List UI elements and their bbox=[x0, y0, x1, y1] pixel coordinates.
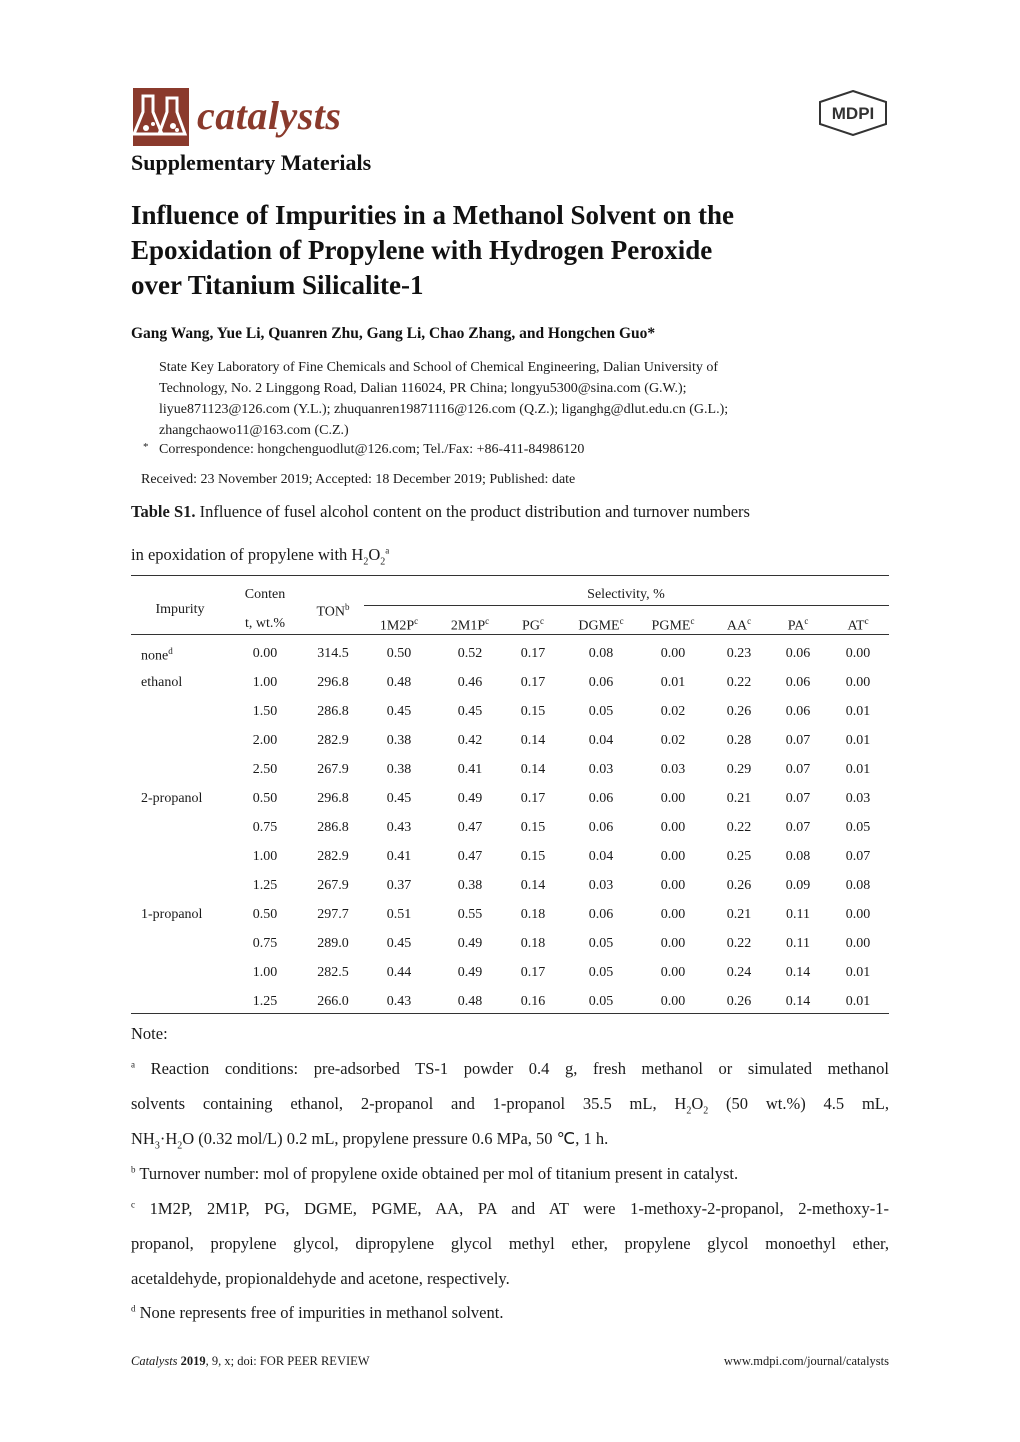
journal-name: catalysts bbox=[197, 93, 342, 138]
table-cell: 0.14 bbox=[520, 733, 546, 748]
table-cell: 0.22 bbox=[726, 820, 752, 835]
table-cell: 0.47 bbox=[457, 820, 483, 835]
title-line: Epoxidation of Propylene with Hydrogen Peroxide bbox=[131, 235, 713, 265]
table-cell: 0.38 bbox=[386, 762, 412, 777]
table-cell: 0.08 bbox=[785, 849, 811, 864]
header-bottom-rule bbox=[131, 634, 889, 635]
table-cell: 0.37 bbox=[386, 878, 412, 893]
table-cell: 0.55 bbox=[457, 907, 483, 922]
table-cell: 0.01 bbox=[660, 675, 686, 690]
header-product: $AA^c$ bbox=[726, 616, 752, 634]
affiliation-line: zhangchaowo11@163.com (C.Z.) bbox=[159, 423, 349, 438]
header-product: PGME$^c$ bbox=[651, 616, 695, 634]
table-cell: 0.00 bbox=[660, 849, 686, 864]
table-cell: 0.25 bbox=[726, 849, 752, 864]
table-cell: 0.48 bbox=[457, 994, 483, 1009]
affiliation-line: liyue871123@126.com (Y.L.); zhuquanren19871116@126.com (Q.Z.); liganghg@dlut.edu.cn (G.L.); bbox=[159, 402, 729, 417]
table-cell: 0.45 bbox=[386, 936, 412, 951]
table-cell: 0.26 bbox=[726, 878, 752, 893]
note-c-line3: acetaldehyde, propionaldehyde and acetone, respectively. bbox=[131, 1269, 510, 1288]
note-a-line2: solvents containing ethanol, 2-propanol and 1-propanol 35.5 mL, $H_2O_2$ (50 wt.%) 4.5 mL, bbox=[131, 1094, 889, 1117]
table-cell: 1.00 bbox=[252, 965, 278, 980]
table-cell: 0.14 bbox=[520, 762, 546, 777]
table-cell: 0.45 bbox=[457, 704, 483, 719]
note-b: $^b$ Turnover number: mol of propylene oxide obtained per mol of titanium present in catalyst. bbox=[131, 1164, 739, 1183]
table-cell: 0.05 bbox=[588, 704, 614, 719]
table-cell: 0.03 bbox=[845, 791, 871, 806]
table-cell: 0.05 bbox=[845, 820, 871, 835]
table-cell: 0.50 bbox=[252, 907, 278, 922]
table-cell: 0.38 bbox=[457, 878, 483, 893]
header-product: $2M1P^c$ bbox=[450, 616, 490, 634]
table-caption bbox=[131, 502, 750, 522]
table-cell: 0.45 bbox=[386, 791, 412, 806]
table-cell: 1.00 bbox=[252, 849, 278, 864]
table-cell: 0.43 bbox=[386, 994, 412, 1009]
table-cell: 0.03 bbox=[588, 878, 614, 893]
table-cell: 0.00 bbox=[660, 965, 686, 980]
table-cell: 0.04 bbox=[588, 733, 614, 748]
table-cell: 0.46 bbox=[457, 675, 483, 690]
table-cell: 0.48 bbox=[386, 675, 412, 690]
title-line: over Titanium Silicalite-1 bbox=[131, 270, 424, 300]
table-cell: 0.75 bbox=[252, 936, 278, 951]
affiliation bbox=[159, 357, 849, 441]
table-cell: 0.16 bbox=[520, 994, 546, 1009]
header-product: $1M2P^c$ bbox=[379, 616, 419, 634]
table-cell: 0.45 bbox=[386, 704, 412, 719]
table-cell: 0.06 bbox=[588, 820, 614, 835]
affiliation-line: Technology, No. 2 Linggong Road, Dalian 116024, PR China; longyu5300@sina.com (G.W.); bbox=[159, 381, 687, 396]
table-cell: 0.05 bbox=[588, 994, 614, 1009]
table-cell: 0.08 bbox=[845, 878, 871, 893]
table-cell: 296.8 bbox=[317, 791, 349, 806]
table-cell: 0.00 bbox=[660, 878, 686, 893]
impurity-cell: 2-propanol bbox=[141, 791, 203, 806]
table-cell: 0.01 bbox=[845, 762, 871, 777]
table-cell: 0.22 bbox=[726, 675, 752, 690]
table-cell: 0.18 bbox=[520, 936, 546, 951]
table-cell: 0.06 bbox=[785, 704, 811, 719]
table-cell: 0.26 bbox=[726, 704, 752, 719]
note-c-line2: propanol, propylene glycol, dipropylene glycol methyl ether, propylene glycol monoethyl ether, bbox=[131, 1234, 889, 1253]
title-line: Influence of Impurities in a Methanol Solvent on the bbox=[131, 200, 735, 230]
table-cell: 0.01 bbox=[845, 733, 871, 748]
header-selectivity: Selectivity, % bbox=[587, 587, 665, 602]
table-cell: 0.14 bbox=[785, 965, 811, 980]
table-cell: 0.18 bbox=[520, 907, 546, 922]
catalysts-logo-icon bbox=[133, 88, 189, 146]
table-cell: 1.25 bbox=[252, 994, 278, 1009]
selectivity-rule bbox=[364, 605, 889, 606]
table-cell: 2.50 bbox=[252, 762, 278, 777]
mdpi-logo-icon bbox=[818, 90, 888, 136]
correspondence-mark: * bbox=[143, 441, 149, 453]
table-cell: 0.06 bbox=[785, 675, 811, 690]
table-cell: 0.01 bbox=[845, 994, 871, 1009]
table-cell: 314.5 bbox=[317, 646, 349, 661]
table-cell: 0.29 bbox=[726, 762, 752, 777]
table-caption-cont: in epoxidation of propylene with $H_2O_2^a$ bbox=[131, 545, 390, 568]
table-cell: 0.41 bbox=[386, 849, 412, 864]
table-cell: 0.06 bbox=[588, 907, 614, 922]
table-cell: 0.01 bbox=[845, 965, 871, 980]
table-cell: 0.14 bbox=[520, 878, 546, 893]
affiliation-line: State Key Laboratory of Fine Chemicals and School of Chemical Engineering, Dalian University of bbox=[159, 360, 719, 375]
note-heading: Note: bbox=[131, 1024, 168, 1043]
table-cell: 0.07 bbox=[785, 762, 811, 777]
table-cell: 0.02 bbox=[660, 733, 686, 748]
table-cell: 0.21 bbox=[726, 907, 752, 922]
table-cell: 0.44 bbox=[386, 965, 412, 980]
impurity-cell: ethanol bbox=[141, 675, 183, 690]
table-cell: 0.17 bbox=[520, 791, 546, 806]
table-cell: 0.50 bbox=[386, 646, 412, 661]
table-cell: 1.50 bbox=[252, 704, 278, 719]
header-product: DGME$^c$ bbox=[578, 616, 624, 634]
caption-text: Influence of fusel alcohol content on the product distribution and turnover numbers bbox=[195, 502, 750, 521]
table-cell: 0.00 bbox=[845, 907, 871, 922]
table-cell: 0.42 bbox=[457, 733, 483, 748]
table-cell: 0.00 bbox=[845, 646, 871, 661]
table-bottom-rule bbox=[131, 1013, 889, 1014]
table-cell: 0.15 bbox=[520, 820, 546, 835]
table-cell: 0.00 bbox=[845, 936, 871, 951]
table-cell: 0.52 bbox=[457, 646, 483, 661]
header-product: $AT^c$ bbox=[847, 616, 869, 634]
table-cell: 0.00 bbox=[660, 936, 686, 951]
note-d: $^d$ None represents free of impurities in methanol solvent. bbox=[131, 1303, 504, 1322]
table-cell: 0.00 bbox=[845, 675, 871, 690]
table-cell: 0.41 bbox=[457, 762, 483, 777]
table-cell: 0.26 bbox=[726, 994, 752, 1009]
table-cell: 0.05 bbox=[588, 965, 614, 980]
table-cell: 0.06 bbox=[785, 646, 811, 661]
header-content-line2: t, wt.% bbox=[244, 616, 286, 631]
header-product: $PG^c$ bbox=[522, 616, 544, 634]
table-cell: 266.0 bbox=[317, 994, 349, 1009]
table-cell: 289.0 bbox=[317, 936, 349, 951]
mdpi-logo-text: MDPI bbox=[831, 104, 875, 123]
table-cell: 0.22 bbox=[726, 936, 752, 951]
table-cell: 0.02 bbox=[660, 704, 686, 719]
table-cell: 0.00 bbox=[660, 907, 686, 922]
note-c-line1: $^c$ 1M2P, 2M1P, PG, DGME, PGME, AA, PA and AT were 1-methoxy-2-propanol, 2-methoxy-1- bbox=[131, 1199, 889, 1218]
table-cell: 0.06 bbox=[588, 675, 614, 690]
impurity-cell: 1-propanol bbox=[141, 907, 203, 922]
table-cell: 0.00 bbox=[660, 994, 686, 1009]
table-cell: 0.15 bbox=[520, 704, 546, 719]
table-cell: 0.06 bbox=[588, 791, 614, 806]
table-cell: 0.07 bbox=[845, 849, 871, 864]
table-cell: 0.28 bbox=[726, 733, 752, 748]
table-cell: 0.00 bbox=[660, 820, 686, 835]
note-a-line3: $NH_3\cdot H_2O$ (0.32 mol/L) 0.2 mL, propylene pressure 0.6 MPa, 50 ℃, 1 h. bbox=[131, 1129, 609, 1152]
table-cell: 0.00 bbox=[252, 646, 278, 661]
table-cell: 282.9 bbox=[317, 849, 349, 864]
table-cell: 296.8 bbox=[317, 675, 349, 690]
table-cell: 297.7 bbox=[317, 907, 349, 922]
publication-dates: Received: 23 November 2019; Accepted: 18 December 2019; Published: date bbox=[141, 472, 576, 487]
table-cell: 0.17 bbox=[520, 965, 546, 980]
table-cell: 0.17 bbox=[520, 675, 546, 690]
table-cell: 0.50 bbox=[252, 791, 278, 806]
table-cell: 0.49 bbox=[457, 965, 483, 980]
table-cell: 0.04 bbox=[588, 849, 614, 864]
table-cell: 0.51 bbox=[386, 907, 412, 922]
impurity-cell: none$^d$ bbox=[141, 646, 173, 664]
table-cell: 0.24 bbox=[726, 965, 752, 980]
author-list: Gang Wang, Yue Li, Quanren Zhu, Gang Li, Chao Zhang, and Hongchen Guo* bbox=[131, 325, 656, 342]
table-cell: 0.07 bbox=[785, 733, 811, 748]
table-cell: 0.47 bbox=[457, 849, 483, 864]
table-cell: 0.17 bbox=[520, 646, 546, 661]
table-cell: 0.49 bbox=[457, 791, 483, 806]
table-cell: 1.00 bbox=[252, 675, 278, 690]
table-cell: 0.03 bbox=[660, 762, 686, 777]
table-cell: 0.23 bbox=[726, 646, 752, 661]
table-cell: 0.09 bbox=[785, 878, 811, 893]
table-cell: 0.38 bbox=[386, 733, 412, 748]
supplementary-heading: Supplementary Materials bbox=[131, 150, 372, 175]
table-top-rule bbox=[131, 575, 889, 576]
correspondence: Correspondence: hongchenguodlut@126.com; Tel./Fax: +86-411-84986120 bbox=[159, 442, 585, 457]
paper-title bbox=[131, 198, 901, 303]
table-cell: 0.15 bbox=[520, 849, 546, 864]
table-cell: 282.9 bbox=[317, 733, 349, 748]
footer-url: www.mdpi.com/journal/catalysts bbox=[723, 1354, 889, 1368]
table-cell: 286.8 bbox=[317, 704, 349, 719]
table-cell: 0.07 bbox=[785, 791, 811, 806]
footer-citation: Catalysts 2019, 9, x; doi: FOR PEER REVIEW bbox=[131, 1354, 370, 1368]
header-impurity: Impurity bbox=[155, 602, 205, 617]
table-cell: 0.03 bbox=[588, 762, 614, 777]
table-cell: 0.05 bbox=[588, 936, 614, 951]
table-cell: 267.9 bbox=[317, 762, 349, 777]
table-cell: 0.01 bbox=[845, 704, 871, 719]
header-content-line1: Conten bbox=[244, 587, 286, 602]
table-cell: 0.00 bbox=[660, 791, 686, 806]
header-ton: TON$^b$ bbox=[316, 602, 350, 620]
table-cell: 0.21 bbox=[726, 791, 752, 806]
table-cell: 282.5 bbox=[317, 965, 349, 980]
table-cell: 0.08 bbox=[588, 646, 614, 661]
table-cell: 0.49 bbox=[457, 936, 483, 951]
table-cell: 0.07 bbox=[785, 820, 811, 835]
table-cell: 0.75 bbox=[252, 820, 278, 835]
table-cell: 0.11 bbox=[786, 936, 810, 951]
table-cell: 0.11 bbox=[786, 907, 810, 922]
table-cell: 0.43 bbox=[386, 820, 412, 835]
table-cell: 1.25 bbox=[252, 878, 278, 893]
table-cell: 2.00 bbox=[252, 733, 278, 748]
table-cell: 0.00 bbox=[660, 646, 686, 661]
table-cell: 267.9 bbox=[317, 878, 349, 893]
table-cell: 286.8 bbox=[317, 820, 349, 835]
table-label: Table S1. bbox=[131, 502, 196, 521]
header-product: $PA^c$ bbox=[787, 616, 809, 634]
note-a-line1: $^a$ Reaction conditions: pre-adsorbed TS-1 powder 0.4 g, fresh methanol or simulated methanol bbox=[131, 1059, 889, 1078]
table-cell: 0.14 bbox=[785, 994, 811, 1009]
